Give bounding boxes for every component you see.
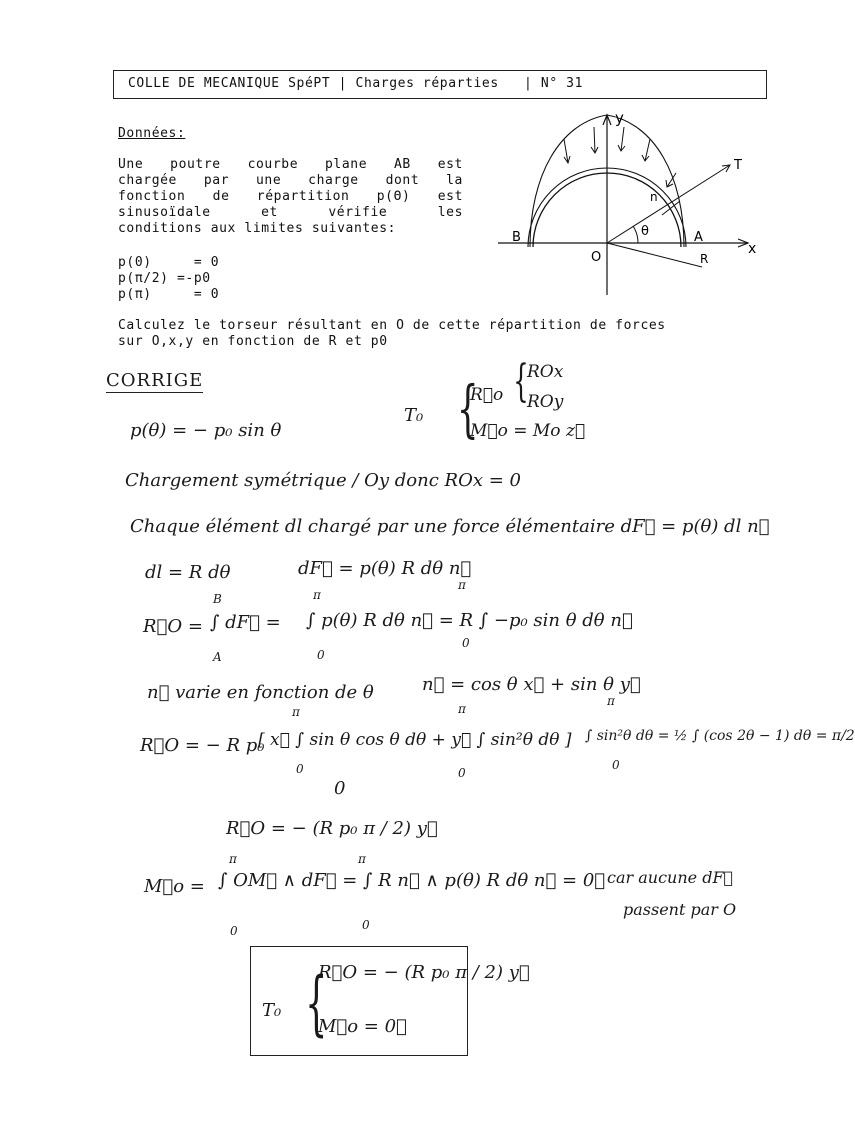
- final-brace: {: [305, 962, 328, 1044]
- origin-label: O: [591, 250, 602, 265]
- donnees-paragraph: [118, 157, 463, 237]
- donnees-title: Données:: [118, 126, 186, 141]
- donnees-line: Une poutre courbe plane AB est: [118, 157, 463, 172]
- n-vector: [662, 201, 680, 215]
- y-axis-label: y: [615, 109, 624, 127]
- torseur-rox: ROx: [527, 362, 564, 382]
- final-ro: R⃗O = − (R p₀ π / 2) y⃗: [318, 962, 530, 983]
- theta-label: θ: [641, 224, 649, 239]
- final-torseur-symbol: T₀: [262, 1000, 282, 1021]
- torseur-moment: M⃗o = Mo z⃗: [470, 421, 586, 441]
- ro-expanded-bracket: [ x⃗ ∫ sin θ cos θ dθ + y⃗ ∫ sin²θ dθ ]: [258, 730, 572, 750]
- question-line: Calculez le torseur résultant en O de cette répartition de forces: [118, 318, 666, 333]
- mo-upper-pi-2: π: [358, 852, 366, 866]
- ro2-zero-term: 0: [334, 778, 346, 799]
- side-lower-0: 0: [612, 758, 620, 772]
- ro2-lower-0-1: 0: [296, 762, 304, 776]
- ro2-upper-pi-2: π: [458, 702, 466, 716]
- point-a-label: A: [694, 230, 703, 245]
- point-b-label: B: [512, 230, 521, 245]
- ro2-upper-pi-1: π: [292, 705, 300, 719]
- mo-note-1: car aucune dF⃗: [607, 868, 734, 887]
- resultant-brace: {: [513, 356, 529, 407]
- ro2-lower-0-2: 0: [458, 766, 466, 780]
- ro-result: R⃗O = − (R p₀ π / 2) y⃗: [226, 818, 438, 839]
- ro-int-lower: A: [213, 650, 222, 664]
- t-direction-line: [607, 165, 730, 243]
- ro-int-upper-pi-2: π: [458, 578, 466, 592]
- torseur-roy: ROy: [527, 392, 564, 412]
- corrige-title: CORRIGE: [106, 370, 204, 391]
- n-label: n: [650, 190, 658, 204]
- torseur-resultant: R⃗o: [470, 385, 504, 405]
- header-title: COLLE DE MECANIQUE SpéPT | Charges réparties | N° 31: [128, 76, 584, 91]
- donnees-line: conditions aux limites suivantes:: [118, 221, 397, 236]
- n-varies-line: n⃗ varie en fonction de θ: [147, 682, 374, 703]
- donnees-line: sinusoïdale et vérifie les: [118, 205, 463, 220]
- mo-expression: ∫ OM⃗ ∧ dF⃗ = ∫ R n⃗ ∧ p(θ) R dθ n⃗ = 0⃗: [218, 870, 606, 891]
- ro-int-lower-0-2: 0: [462, 636, 470, 650]
- ro-lhs: R⃗O =: [143, 616, 203, 637]
- ro-int-upper: B: [213, 592, 222, 606]
- ro-integral-2: ∫ p(θ) R dθ n⃗ = R ∫ −p₀ sin θ dθ n⃗: [306, 610, 633, 631]
- mo-lower-0-1: 0: [230, 924, 238, 938]
- ro-int-lower-0: 0: [317, 648, 325, 662]
- x-axis-label: x: [748, 241, 757, 257]
- condition-line: p(π/2) =-p0: [118, 271, 211, 286]
- charge-line: Chaque élément dl chargé par une force élémentaire dF⃗ = p(θ) dl n⃗: [130, 516, 770, 537]
- ro-integral-1: ∫ dF⃗ =: [210, 612, 281, 633]
- side-upper-pi: π: [607, 694, 615, 708]
- mo-lhs: M⃗o =: [144, 876, 205, 897]
- mo-note-2: passent par O: [623, 900, 737, 919]
- mo-upper-pi-1: π: [229, 852, 237, 866]
- condition-line: p(0) = 0: [118, 255, 220, 270]
- mo-lower-0-2: 0: [362, 918, 370, 932]
- torseur-symbol: T₀: [404, 405, 424, 426]
- n-expression: n⃗ = cos θ x⃗ + sin θ y⃗: [422, 674, 641, 695]
- ro-expanded-lhs: R⃗O = − R p₀: [140, 735, 265, 756]
- dl-line: dl = R dθ: [145, 562, 231, 583]
- condition-line: p(π) = 0: [118, 287, 220, 302]
- df-line: dF⃗ = p(θ) R dθ n⃗: [298, 558, 472, 579]
- final-mo: M⃗o = 0⃗: [318, 1016, 407, 1037]
- donnees-line: fonction de répartition p(Θ) est: [118, 189, 463, 204]
- symmetry-line: Chargement symétrique / Oy donc ROx = 0: [125, 470, 521, 491]
- donnees-line: chargée par une charge dont la: [118, 173, 463, 188]
- ro-int-upper-pi: π: [313, 588, 321, 602]
- question-line: sur O,x,y en fonction de R et p0: [118, 334, 388, 349]
- side-integral: ∫ sin²θ dθ = ½ ∫ (cos 2θ − 1) dθ = π/2: [585, 728, 855, 744]
- radius-line: [607, 243, 702, 267]
- p-theta-formula: p(θ) = − p₀ sin θ: [130, 420, 282, 441]
- beam-figure: [490, 105, 780, 305]
- theta-arc: [633, 226, 638, 243]
- radius-label: R: [700, 252, 709, 266]
- t-label: T: [734, 158, 742, 173]
- torseur-brace: {: [456, 372, 479, 445]
